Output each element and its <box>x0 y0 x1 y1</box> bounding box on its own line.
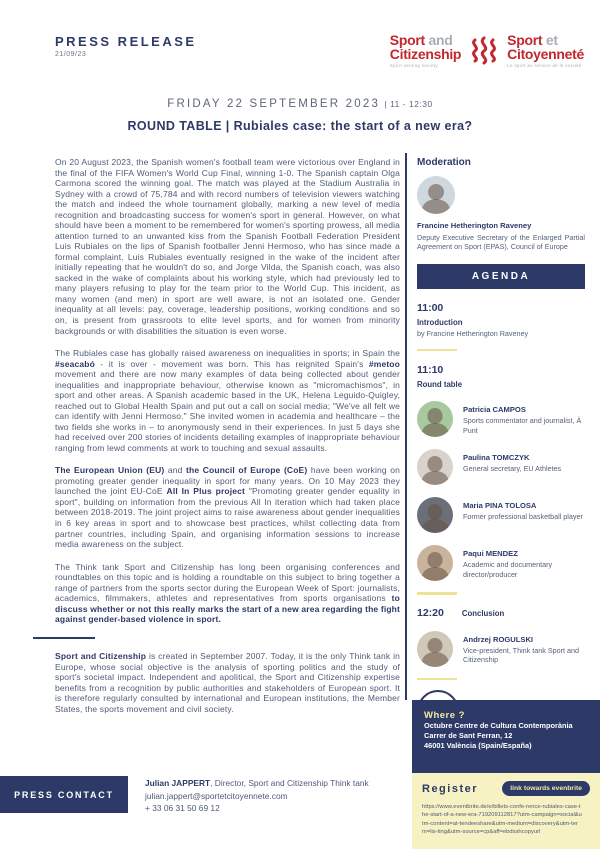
speaker-row <box>417 631 585 667</box>
agenda-time-1110: 11:10 <box>417 364 444 377</box>
logo-en <box>390 33 461 69</box>
triple-s-wave-icon <box>469 35 499 65</box>
agenda-item-introduction: Introduction <box>417 317 463 327</box>
contact-name: Julian JAPPERT, Director, Sport and Citizenship Think tank <box>145 778 369 788</box>
speaker-name: Andrzej ROGULSKI <box>463 634 534 644</box>
conclusion-label: Conclusion <box>461 608 505 618</box>
speaker-role: Academic and documentary director/producer <box>463 560 553 579</box>
speaker-row <box>417 449 585 485</box>
speaker-role: Vice-president, Think tank Sport and Citizenship <box>463 645 579 665</box>
press-release-block <box>55 34 197 58</box>
logo-fr-et: et <box>545 32 558 48</box>
agenda-time-1100: 11:00 <box>417 301 444 314</box>
contact-phone: + 33 06 31 50 69 12 <box>145 803 220 814</box>
event-date: FRIDAY 22 SEPTEMBER 2023 <box>167 98 381 110</box>
where-box <box>412 700 600 773</box>
logo-en-word1: Sport <box>389 32 425 48</box>
speaker-avatar <box>417 401 453 437</box>
moderator-name: Francine Hetherington Raveney <box>417 221 532 230</box>
event-headline: ROUND TABLE | Rubiales case: the start of a new era? <box>127 119 473 133</box>
where-address-line: Octubre Centre de Cultura Contemporània <box>424 721 573 730</box>
speaker-role: Sports commentator and journalist, À Punt <box>463 416 582 435</box>
speaker-name: Paulina TOMCZYK <box>463 453 530 463</box>
speaker-role: Former professional basketball player <box>463 512 583 522</box>
logo-fr-word1: Sport <box>507 32 543 48</box>
organisation-logo <box>390 33 584 69</box>
press-release-title: PRESS RELEASE <box>55 34 197 49</box>
yellow-divider <box>417 678 457 681</box>
speaker-name: Maria PINA TOLOSA <box>463 501 537 511</box>
logo-en-tagline: Sport serving society <box>389 63 438 68</box>
moderation-heading: Moderation <box>417 157 471 168</box>
speaker-role: General secretary, EU Athletes <box>463 464 562 474</box>
article-paragraph-1: On 20 August 2023, the Spanish women's football team were victorious over England in the final of the FIFA Women's World Cup Final, winning 1-0. The Spanish captain Olga Carmona scored the winning goal. The match was played at the Stadium Australia in Sydney with a crowd of 75,784 and with record numbers of television viewers watching the match and indeed the whole tournament globally, marking a new level of media recognition and broadcasting success for women's sport in general. However, on what should have been a moment to be remembered for women's sporting prowess, all media attention turned to an unwanted kiss from the Spanish Football Federation President Luis Rubiales on the lips of Spanish footballer Jenni Hermoso, who has since made a formal complaint. Luis Rubiales eventually resigned in the wake of the incident after initially repeating that he wouldn't do so, and Jorge Vilda, the Spanish coach, was also sacked in the wake of complaints about his working style, which had previously led to many players refusing to play for the team prior to the World Cup. This incident, as many women (and men) in sport are well aware, is not an isolated one. Gender inequality at all levels: pay, coverage, leadership positions, working conditions and so on, is present from grassroots to elite level sports, and for women from minority backgrounds or with disabilities the situation is even worse. <box>55 157 400 336</box>
section-divider <box>33 637 95 640</box>
agenda-item-conclusion <box>417 607 585 619</box>
logo-fr-word2: Citoyenneté <box>507 46 584 62</box>
where-address-line: Carrer de Sant Ferran, 12 <box>424 730 513 740</box>
speaker-avatar <box>417 631 453 667</box>
speaker-row <box>417 545 585 581</box>
contact-info <box>145 777 369 815</box>
speaker-row <box>417 497 585 533</box>
column-divider-rule <box>405 153 407 700</box>
register-heading: Register <box>422 782 479 795</box>
article-column <box>55 157 400 726</box>
speaker-avatar <box>417 449 453 485</box>
logo-en-and: and <box>428 32 453 48</box>
eventbrite-link-button[interactable]: link towards evenbrite <box>502 781 590 796</box>
article-paragraph-3: The European Union (EU) and the Council of Europe (CoE) have been working on promoting greater gender inequality in sport for many years. On 10 May 2023 they launched the joint EU-CoE All In Plus project "Promoting greater gender equality in sport", building on information from the previous All In iteration which had taken place between 2018-2019. The joint project aims to raise awareness about gender inequalities in 6 key areas in sport and to showcase best practices, whilst collecting data from partner countries, including Spain, and organising information sessions to increase media awareness on the subject. <box>55 465 401 550</box>
moderator-role: Deputy Executive Secretary of the Enlarged Partial Agreement on Sport (EPAS), Council of Europe <box>417 233 585 252</box>
where-address-line: 46001 València (Spain/España) <box>424 740 532 750</box>
event-title-block <box>0 94 600 133</box>
agenda-item-round-table: Round table <box>417 380 463 390</box>
speaker-avatar <box>417 545 453 581</box>
event-time: | 11 - 12:30 <box>384 99 433 109</box>
agenda-button[interactable]: AGENDA <box>417 264 585 289</box>
agenda-item-introduction-byline: by Francine Hetherington Raveney <box>417 328 529 338</box>
speaker-row <box>417 401 585 437</box>
speaker-name: Paqui MENDEZ <box>463 549 518 559</box>
where-heading: Where ? <box>424 710 465 721</box>
article-paragraph-2: The Rubiales case has globally raised awareness on inequalities in sports; in Spain the #seacabó - it is over - movement was born. This has reignited Spain's #metoo movement and there are now many examples of data being collected about gender inequalities and inappropriate behaviour, otherwise known as "micromachismos", in sport and other areas. A Spanish academic based in the UK, Helena Leguido-Quigley, reached out to Global Health Spain and put out a call on social media; "We've all felt we can identify with Jenni Hermoso." She invited women in academia and healthcare – the two fields she works in – to anonymously send in their experiences. In just 5 days she had received over 200 stories of incidents detailing examples of inappropriate behaviour ranging from lewd comments at work to touching and sexual assaults. <box>55 348 400 453</box>
yellow-divider <box>417 592 457 595</box>
press-contact-button[interactable]: PRESS CONTACT <box>0 776 128 813</box>
speaker-name: Patricia CAMPOS <box>463 405 526 415</box>
logo-fr <box>507 33 584 69</box>
register-box <box>412 773 600 849</box>
yellow-divider <box>417 349 457 352</box>
agenda-time-1220: 12:20 <box>417 606 444 619</box>
moderator-avatar <box>417 176 455 214</box>
logo-en-word2: Citizenship <box>389 46 462 62</box>
article-paragraph-4: The Think tank Sport and Citizenship has long been organising conferences and roundtables on this topic and is holding a roundtable on this subject to bring together a range of partners from the sports sector during the European Week of Sport: journalists, academics, filmmakers, athletes and representatives from sports organisations to discuss whether or not this really marks the start of a new area regarding the fight against gender-based violence in sport. <box>55 561 400 625</box>
speaker-avatar <box>417 497 453 533</box>
press-release-date: 21/09/23 <box>55 51 87 58</box>
logo-fr-tagline: Le sport au service de la société <box>507 63 582 68</box>
contact-email[interactable]: julian.jappert@sportetcitoyennete.com <box>145 790 288 801</box>
agenda-sidebar <box>417 157 585 732</box>
article-paragraph-5: Sport and Citizenship is created in September 2007. Today, it is the only Think tank in Europe, whose social objective is the analysis of sporting politics and the study of sport's societal impact. Independent and apolitical, the Sport and Citizenship expertise benefits from a recognition by public authorities and stakeholders of European sport. It is therefore regularly consulted by international and European institutions, the Member States, the sports movement and civil society. <box>55 651 400 714</box>
eventbrite-url[interactable]: https://www.eventbrite.de/e/billets-confe-rence-rubiales-case-the-start-of-a-new-era-719209112817?utm-campaign=social&utm-content=at-tendeeshare&utm-medium=discovery&utm-term=lis-ting&utm-source=cp&aff=ebdsshcopyurl <box>422 804 582 836</box>
